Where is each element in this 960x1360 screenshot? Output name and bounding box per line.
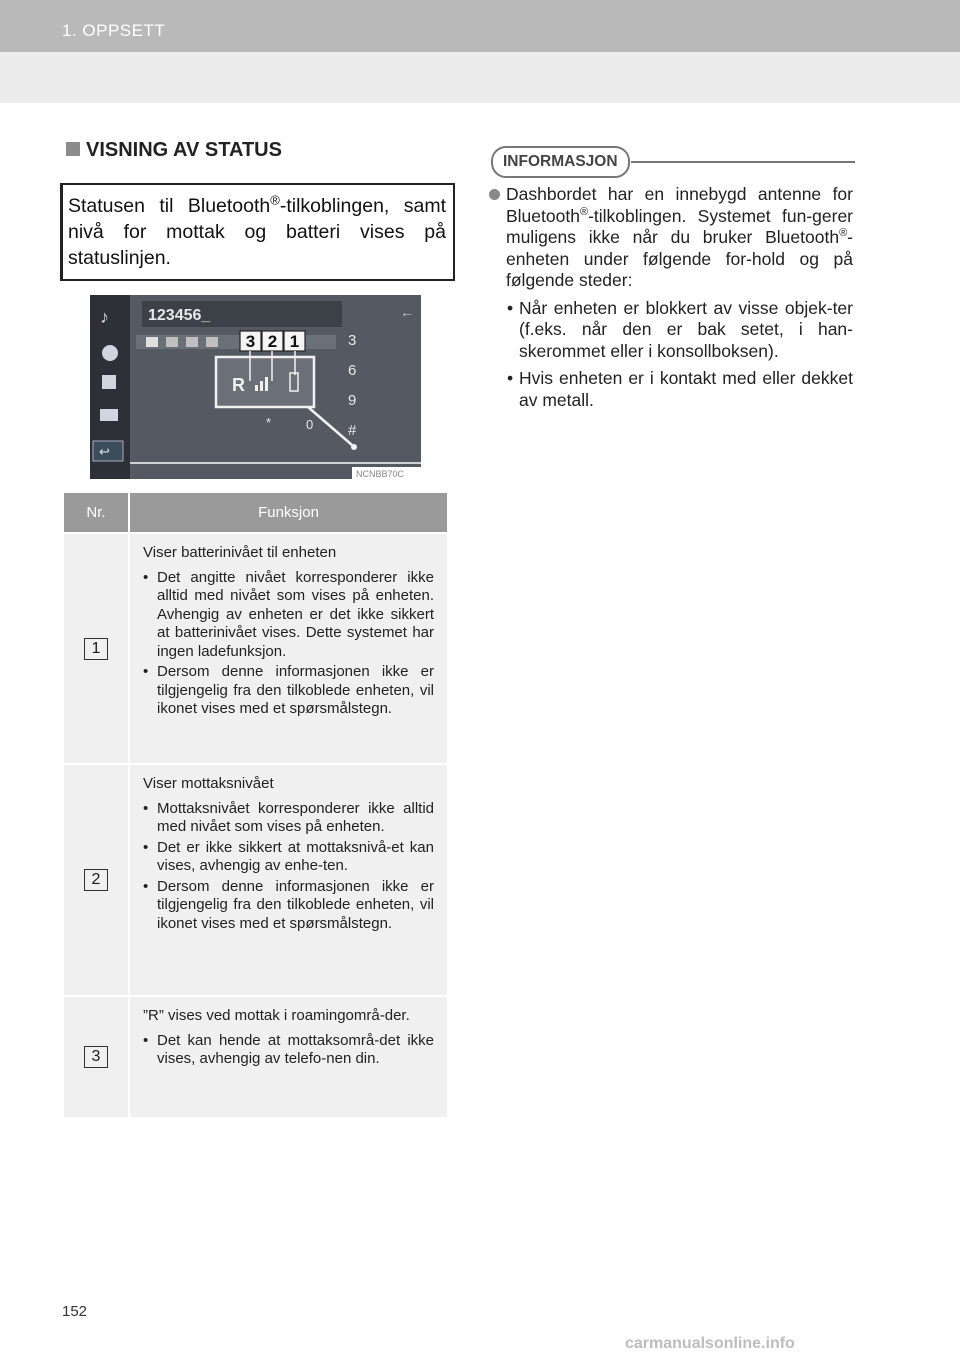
row-number xyxy=(64,765,130,995)
contact-icon xyxy=(102,345,118,361)
info-heading: INFORMASJON xyxy=(491,146,630,178)
registered-mark: ® xyxy=(839,227,848,240)
callout-label: 3 xyxy=(245,332,256,351)
image-code: NCNBB70C xyxy=(356,469,405,479)
row-lead: ”R” vises ved mottak i roamingområ-der. xyxy=(143,1007,410,1024)
row-bullet: • Det er ikke sikkert at mottaksnivå-et kan vises, avhengig av enhe-ten. xyxy=(143,839,434,876)
table-header xyxy=(64,493,447,532)
section-title xyxy=(66,139,282,162)
status-icon xyxy=(186,337,198,347)
intro-text-1: Statusen til Bluetooth xyxy=(68,195,271,217)
row-description xyxy=(130,765,447,995)
row-number-box: 2 xyxy=(84,869,108,891)
intro-text-2: -tilkoblingen, samt nivå for mottak og batteri vises på statuslinjen. xyxy=(68,195,446,269)
music-icon: ♪ xyxy=(100,307,109,327)
row-bullet: • Det kan hende at mottaksområ-det ikke vises, avhengig av telefo-nen din. xyxy=(143,1032,434,1069)
info-text: Dashbordet har en innebygd antenne for Bluetooth xyxy=(506,184,853,226)
phonebook-icon xyxy=(102,375,116,389)
table-row xyxy=(64,995,447,1117)
row-description xyxy=(130,997,447,1117)
back-arrow-icon: ↩ xyxy=(99,444,110,459)
row-bullet: • Dersom denne informasjonen ikke er tilgjengelig fra den tilkoblede enheten, vil ikonet vises med et spørsmålstegn. xyxy=(143,663,434,719)
info-subitem: • Hvis enheten er i kontakt med eller dekket av metall. xyxy=(489,368,853,411)
message-icon xyxy=(100,409,118,421)
table-row xyxy=(64,763,447,995)
row-number xyxy=(64,534,130,763)
page-header xyxy=(0,0,960,103)
status-screen-illustration xyxy=(90,295,421,479)
info-item xyxy=(489,184,853,292)
registered-mark: ® xyxy=(579,205,589,218)
section-square-icon xyxy=(66,142,80,156)
table-row xyxy=(64,532,447,763)
keypad-key[interactable]: 3 xyxy=(348,332,357,349)
row-bullet: • Dersom denne informasjonen ikke er tilgjengelig fra den tilkoblede enheten, vil ikonet vises med et spørsmålstegn. xyxy=(143,878,434,934)
backspace-icon: ← xyxy=(400,304,414,320)
phone-number-display: 123456_ xyxy=(148,307,211,324)
row-lead: Viser batterinivået til enheten xyxy=(143,544,337,561)
page-number: 152 xyxy=(62,1303,88,1320)
keypad-key[interactable]: * xyxy=(266,415,272,430)
registered-mark: ® xyxy=(270,192,280,208)
col-header-function: Funksjon xyxy=(258,504,319,521)
info-subitem: • Når enheten er blokkert av visse objek-ter (f.eks. når den er bak setet, i han-skerommet eller i konsollboksen). xyxy=(489,298,853,363)
callout-labels xyxy=(240,331,305,381)
row-number-box: 1 xyxy=(84,638,108,660)
row-bullet: • Mottaksnivået korresponderer ikke alltid med nivået som vises på enheten. xyxy=(143,800,434,837)
row-number xyxy=(64,997,130,1117)
keypad-key[interactable]: 9 xyxy=(348,392,357,409)
status-icon xyxy=(166,337,178,347)
col-header-nr: Nr. xyxy=(64,493,130,532)
info-block xyxy=(489,184,853,411)
row-lead: Viser mottaksnivået xyxy=(143,775,274,792)
row-description xyxy=(130,534,447,763)
bullet-dot-icon xyxy=(489,189,500,200)
status-icon xyxy=(146,337,158,347)
keypad-key[interactable]: 6 xyxy=(348,362,357,379)
keypad-key[interactable]: # xyxy=(348,422,357,439)
function-table xyxy=(64,493,447,1117)
chapter-title: 1. OPPSETT xyxy=(62,21,166,40)
watermark: carmanualsonline.info xyxy=(625,1335,795,1352)
callout-label: 2 xyxy=(267,332,278,351)
section-title-text: VISNING AV STATUS xyxy=(86,139,282,161)
roaming-indicator: R xyxy=(232,375,245,395)
keypad-key[interactable]: 0 xyxy=(306,417,314,432)
intro-box xyxy=(60,183,455,281)
info-text: -tilkoblingen. Systemet fun-gerer muligens ikke når du bruker Bluetooth xyxy=(506,205,853,247)
row-bullet: • Det angitte nivået korresponderer ikke alltid med nivået som vises på enheten. Avhengig av enheten er det ikke sikkert at batterinivået vises. Dette systemet har ingen ladefunksjon. xyxy=(143,569,434,662)
status-icon xyxy=(206,337,218,347)
info-divider xyxy=(631,161,855,163)
callout-label: 1 xyxy=(289,332,300,351)
info-text: -enheten under følgende for-hold og på følgende steder: xyxy=(506,227,853,290)
row-number-box: 3 xyxy=(84,1046,108,1068)
